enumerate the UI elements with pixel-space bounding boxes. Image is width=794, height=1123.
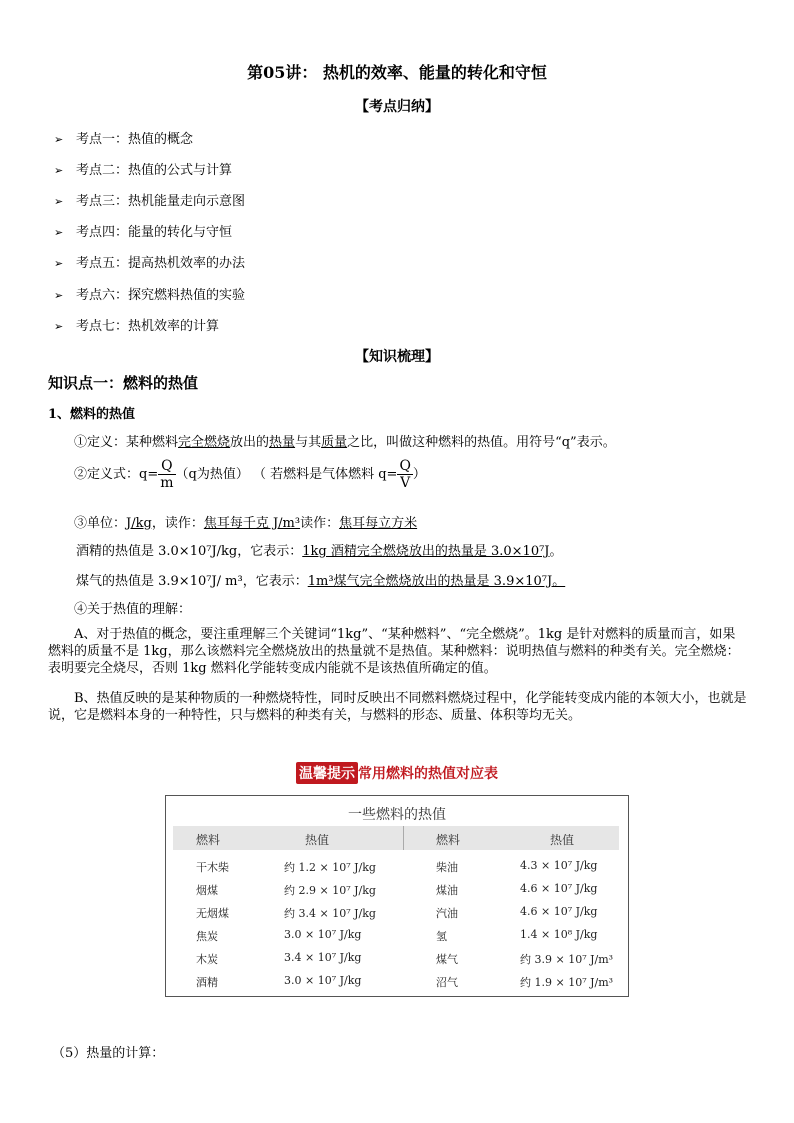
kaodian-item: ➢ 考点四：能量的转化与守恒 xyxy=(54,225,233,240)
fraction: $\frac{Q}{V}$ xyxy=(399,458,411,491)
table-header: 热值 xyxy=(305,833,330,847)
table-title: 一些燃料的热值 xyxy=(348,807,446,823)
table-cell: 氢 xyxy=(436,930,447,943)
table-header: 燃料 xyxy=(196,833,221,847)
knowledge-point-heading: 知识点一：燃料的热值 xyxy=(48,374,199,392)
table-cell: 木炭 xyxy=(196,953,218,966)
table-cell: 沼气 xyxy=(436,976,458,989)
table-cell: 干木柴 xyxy=(196,861,229,874)
formula-line: ②定义式：q= $\frac{Q}{m}$ （q为热值） （ 若燃料是气体燃料 q= $\frac{Q}{V}$ ） xyxy=(74,458,426,491)
table-cell: 焦炭 xyxy=(196,930,218,943)
table-cell: 酒精 xyxy=(196,976,218,989)
subsection-heading: 1、燃料的热值 xyxy=(48,407,136,422)
arrow-bullet-icon: ➢ xyxy=(54,320,64,333)
kaodian-item: ➢ 考点二：热值的公式与计算 xyxy=(54,163,233,178)
tip-text: 常用燃料的热值对应表 xyxy=(358,766,498,782)
table-header: 燃料 xyxy=(436,833,461,847)
kaodian-item: ➢ 考点六：探究燃料热值的实验 xyxy=(54,288,246,303)
paragraph-a: A、对于热值的概念，要注重理解三个关键词“1kg”、“某种燃料”、“完全燃烧”。1kg 是针对燃料的质量而言，如果燃料的质量不是 1kg，那么该燃料完全燃烧放出的热量就不是热值。某种燃料：说明热值与燃料的种类有关。完全燃烧：表明要完全烧尽，否则 1kg 燃料化学能转变成内能就不是该热值所确定的值。 xyxy=(48,627,740,676)
table-cell: 约 1.9 × 10⁷ J/m³ xyxy=(520,976,614,989)
table-cell: 约 2.9 × 10⁷ J/kg xyxy=(284,884,376,897)
table-cell: 煤油 xyxy=(436,884,458,897)
arrow-bullet-icon: ➢ xyxy=(54,133,64,146)
table-header: 热值 xyxy=(550,833,575,847)
table-cell: 3.0 × 10⁷ J/kg xyxy=(284,974,362,987)
gas-example: 煤气的热值是 3.9×10⁷J/ m³，它表示：1m³煤气完全燃烧放出的热量是 3.9×10⁷J。 xyxy=(76,574,566,589)
fraction: $\frac{Q}{m}$ xyxy=(160,458,174,491)
unit-line: ③单位：J/kg，读作：焦耳每千克 J/m³读作：焦耳每立方米 xyxy=(74,516,418,531)
table-cell: 约 3.9 × 10⁷ J/m³ xyxy=(520,953,614,966)
table-cell: 1.4 × 10⁸ J/kg xyxy=(520,928,598,941)
table-cell: 无烟煤 xyxy=(196,907,229,920)
table-cell: 煤气 xyxy=(436,953,458,966)
paragraph-b: B、热值反映的是某种物质的一种燃烧特性，同时反映出不同燃料燃烧过程中，化学能转变成内能的本领大小，也就是说，它是燃料本身的一种特性，只与燃料的种类有关，与燃料的形态、质量、体积等均无关。 xyxy=(48,691,747,723)
tip-badge: 温馨提示 xyxy=(296,762,358,784)
alcohol-example: 酒精的热值是 3.0×10⁷J/kg，它表示：1kg 酒精完全燃烧放出的热量是 3.0×10⁷J。 xyxy=(76,544,563,559)
section-heading-zhishi: 【知识梳理】 xyxy=(355,349,439,365)
table-cell: 约 1.2 × 10⁷ J/kg xyxy=(284,861,376,874)
understanding-heading: ④关于热值的理解： xyxy=(74,602,192,617)
section-heading-kaodian: 【考点归纳】 xyxy=(355,99,439,115)
table-cell: 4.6 × 10⁷ J/kg xyxy=(520,905,598,918)
table-cell: 3.0 × 10⁷ J/kg xyxy=(284,928,362,941)
tip-banner xyxy=(0,762,794,784)
kaodian-item: ➢ 考点五：提高热机效率的办法 xyxy=(54,256,246,271)
table-cell: 约 3.4 × 10⁷ J/kg xyxy=(284,907,376,920)
arrow-bullet-icon: ➢ xyxy=(54,257,64,270)
page-title: 第05讲： 热机的效率、能量的转化和守恒 xyxy=(247,63,547,82)
arrow-bullet-icon: ➢ xyxy=(54,226,64,239)
table-cell: 3.4 × 10⁷ J/kg xyxy=(284,951,362,964)
heat-calculation-heading: （5）热量的计算： xyxy=(52,1046,165,1061)
definition-line: ①定义：某种燃料完全燃烧放出的热量与其质量之比，叫做这种燃料的热值。用符号“q”表示。 xyxy=(74,435,616,450)
table-cell: 汽油 xyxy=(436,907,458,920)
kaodian-item: ➢ 考点一：热值的概念 xyxy=(54,132,194,147)
table-cell: 4.3 × 10⁷ J/kg xyxy=(520,859,598,872)
table-cell: 柴油 xyxy=(436,861,458,874)
arrow-bullet-icon: ➢ xyxy=(54,164,64,177)
table-cell: 烟煤 xyxy=(196,884,218,897)
arrow-bullet-icon: ➢ xyxy=(54,289,64,302)
arrow-bullet-icon: ➢ xyxy=(54,195,64,208)
table-cell: 4.6 × 10⁷ J/kg xyxy=(520,882,598,895)
kaodian-item: ➢ 考点七：热机效率的计算 xyxy=(54,319,220,334)
kaodian-item: ➢ 考点三：热机能量走向示意图 xyxy=(54,194,246,209)
table-divider xyxy=(403,826,404,850)
